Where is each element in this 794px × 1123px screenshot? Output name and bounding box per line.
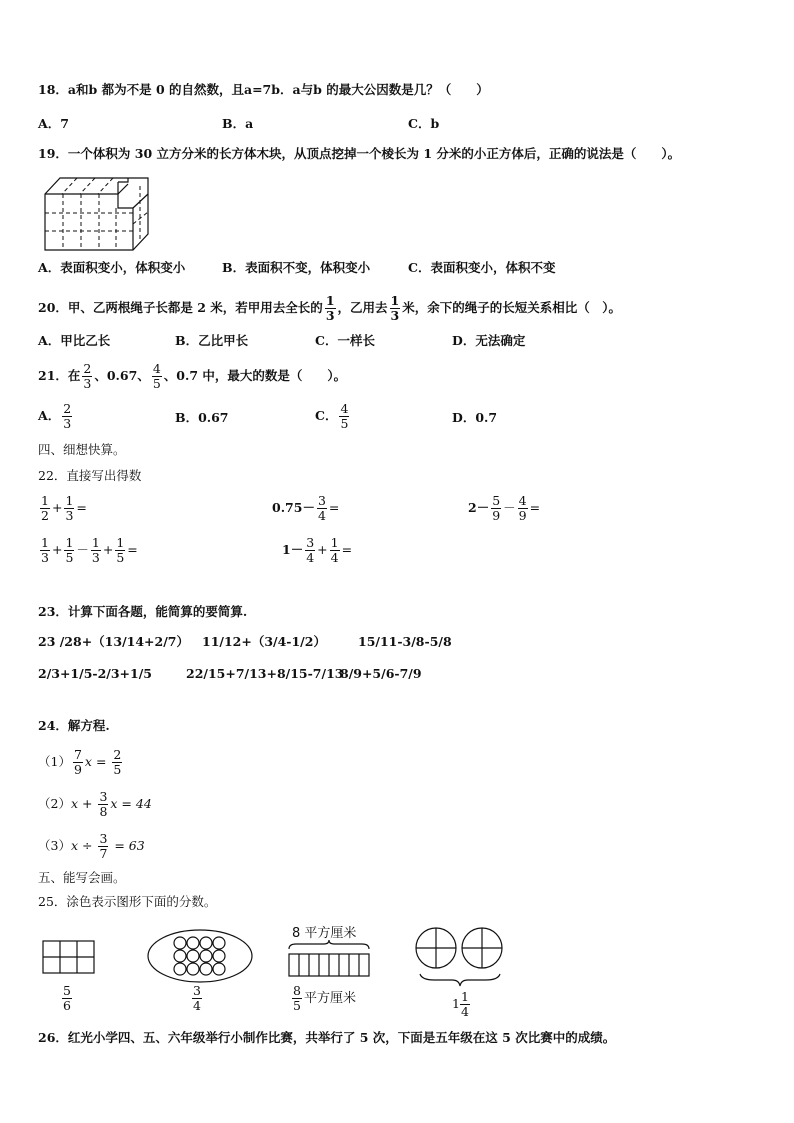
q21-option-d: D．0.7 — [452, 410, 498, 425]
q24-equation-1: （1） $\frac{7}{9}$ x = $\frac{2}{5}$ — [38, 747, 122, 777]
q26-stem: 26．红光小学四、五、六年级举行小制作比赛，共举行了 5 次，下面是五年级在这 5 次比赛中的成绩。 — [38, 1030, 616, 1045]
circles-quarters-figure — [414, 926, 506, 988]
oval-circles-figure — [146, 928, 254, 984]
q21-stem: 21．在 $\frac{2}{3}$ 、0.67、 $\frac{4}{5}$ 、0.7 中，最大的数是（ ）。 — [38, 361, 347, 391]
q23-stem: 23．计算下面各题，能简算的要简算. — [38, 604, 248, 619]
q22-expr-3: 2－ $\frac{5}{9}$ － $\frac{4}{9}$ = — [468, 493, 541, 523]
q22-stem: 22．直接写出得数 — [38, 468, 142, 483]
q25-fraction-2: $\frac{3}{4}$ — [193, 983, 201, 1013]
section-4-heading: 四、细想快算。 — [38, 442, 126, 457]
q24-stem: 24．解方程. — [38, 718, 110, 733]
q23-item-1: 23 /28+（13/14+2/7） — [38, 634, 189, 649]
section-5-heading: 五、能写会画。 — [38, 870, 126, 885]
q23-item-2: 11/12+（3/4-1/2） — [202, 634, 326, 649]
q18-option-a: A．7 — [38, 116, 69, 131]
q20-stem-part1: 20．甲、乙两根绳子长都是 2 米，若甲用去全长的 — [38, 300, 323, 315]
grid-rectangle-figure — [42, 940, 96, 976]
q25-area-label: 8 平方厘米 — [292, 926, 357, 941]
q22-expr-4: $\frac{1}{3}$ + $\frac{1}{5}$ － $\frac{1}{3}$ + $\frac{1}{5}$ = — [41, 535, 138, 565]
q18-stem: 18．a和b 都为不是 0 的自然数，且a=7b．a与b 的最大公因数是几？（ ） — [38, 82, 489, 97]
q21-option-b: B．0.67 — [175, 410, 229, 425]
cuboid-figure — [40, 172, 155, 252]
q23-item-4: 2/3+1/5-2/3+1/5 — [38, 666, 152, 681]
q22-expr-1: $\frac{1}{2}$ + $\frac{1}{3}$ = — [41, 493, 87, 523]
q21-fraction-1: $\frac{2}{3}$ — [83, 361, 92, 391]
q20-option-c: C．一样长 — [315, 333, 375, 348]
q20-option-a: A．甲比乙长 — [38, 333, 111, 348]
q20-fraction-2: $\frac{1}{3}$ — [390, 293, 400, 323]
q20-stem — [38, 294, 621, 323]
brace-bar-figure — [286, 940, 372, 980]
q20-stem-part2: ，乙用去 — [337, 300, 388, 315]
q22-expr-2: 0.75－ $\frac{3}{4}$ = — [272, 493, 340, 523]
q25-fraction-4: 1 $\frac{1}{4}$ — [452, 989, 469, 1019]
q19-option-c: C．表面积变小，体积不变 — [408, 260, 556, 275]
q23-item-3: 15/11-3/8-5/8 — [358, 634, 452, 649]
q21-option-a: A． $\frac{2}{3}$ — [38, 401, 72, 431]
q19-stem: 19．一个体积为 30 立方分米的长方体木块，从顶点挖掉一个棱长为 1 分米的小正方体后，正确的说法是（ ）。 — [38, 146, 681, 161]
q19-option-a: A．表面积变小，体积变小 — [38, 260, 186, 275]
q18-option-c: C．b — [408, 116, 440, 131]
q21-fraction-2: $\frac{4}{5}$ — [152, 361, 161, 391]
q25-fraction-3: $\frac{8}{5}$ 平方厘米 — [293, 983, 356, 1013]
q20-option-d: D．无法确定 — [452, 333, 526, 348]
q23-item-6: 8/9+5/6-7/9 — [340, 666, 422, 681]
q20-stem-part3: 米，余下的绳子的长短关系相比（ ）。 — [402, 300, 621, 315]
q24-equation-3: （3）x ÷ $\frac{3}{7}$ = 63 — [38, 831, 145, 861]
q20-fraction-1: $\frac{1}{3}$ — [325, 293, 335, 323]
q18-option-b: B．a — [222, 116, 254, 131]
q25-stem: 25．涂色表示图形下面的分数。 — [38, 894, 217, 909]
q23-item-5: 22/15+7/13+8/15-7/13 — [186, 666, 344, 681]
q19-option-b: B．表面积不变，体积变小 — [222, 260, 371, 275]
q24-equation-2: （2）x + $\frac{3}{8}$ x = 44 — [38, 789, 152, 819]
q20-option-b: B．乙比甲长 — [175, 333, 249, 348]
q21-option-c: C． $\frac{4}{5}$ — [315, 401, 349, 431]
q22-expr-5: 1－ $\frac{3}{4}$ + $\frac{1}{4}$ = — [282, 535, 353, 565]
q25-fraction-1: $\frac{5}{6}$ — [63, 983, 71, 1013]
